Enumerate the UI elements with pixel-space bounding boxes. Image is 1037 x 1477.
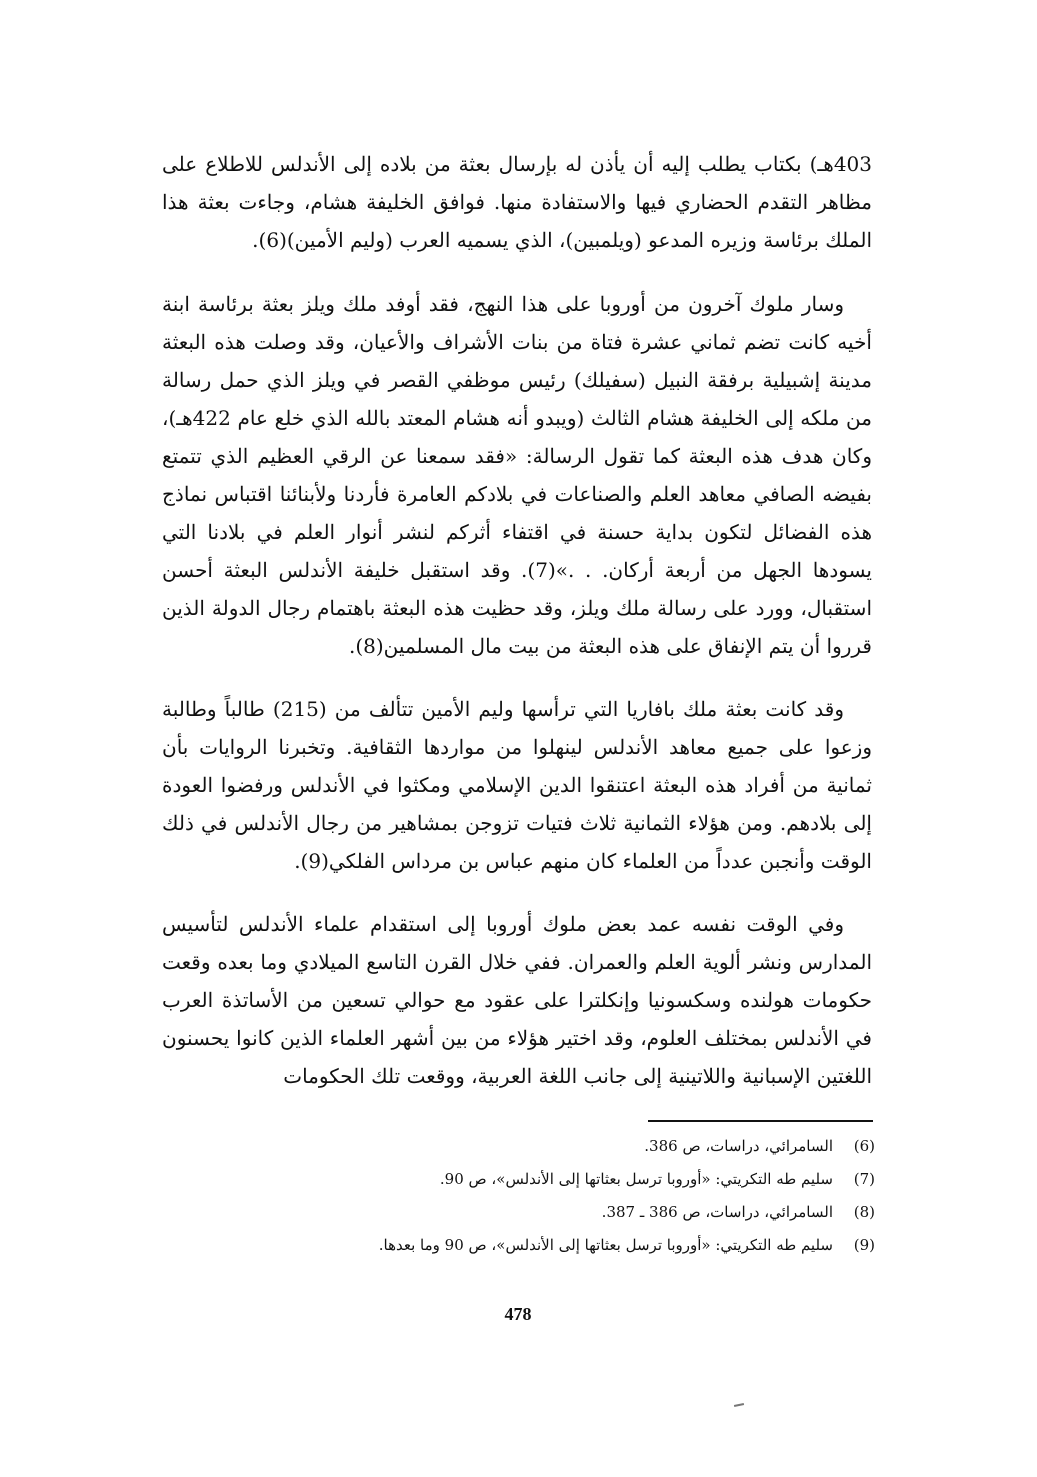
footnote-number: (8): [853, 1203, 875, 1221]
page-number: 478: [504, 1304, 532, 1324]
paragraph-2: وسار ملوك آخرون من أوروبا على هذا النهج، فقد أوفد ملك ويلز بعثة برئاسة ابنة أخيه كانت تضم ثماني عشرة فتاة من بنات الأشراف والأعيان، وقد وصلت هذه البعثة مدينة إشبيلية برفقة النبيل (سفيلك) رئيس موظفي القصر في ويلز الذي حمل رسالة من ملكه إلى الخليفة هشام الثالث (ويبدو أنه هشام المعتد بالله الذي خلع عام 422هـ)، وكان هدف هذه البعثة كما تقول الرسالة: «فقد سمعنا عن الرقي العظيم الذي تتمتع بفيضه الصافي معاهد العلم والصناعات في بلادكم العامرة فأردنا ولأبنائنا اقتباس نماذج هذه الفضائل لتكون بداية حسنة في اقتفاء أثركم لنشر أنوار العلم في بلادنا التي يسودها الجهل من أربعة أركان. . .»(7). وقد استقبل خليفة الأندلس البعثة أحسن استقبال، وورد على رسالة ملك ويلز، وقد حظيت هذه البعثة باهتمام رجال الدولة الذين قرروا أن يتم الإنفاق على هذه البعثة من بيت مال المسلمين(8).: [162, 292, 872, 658]
footnote-8: [300, 1196, 875, 1229]
footnote-6: [300, 1130, 875, 1163]
footnote-text: السامرائي، دراسات، ص 386 ـ 387.: [601, 1203, 833, 1221]
footnote-text: السامرائي، دراسات، ص 386.: [644, 1137, 833, 1155]
scan-speck: [734, 1403, 744, 1407]
footnote-number: (6): [853, 1137, 875, 1155]
footnote-text: سليم طه التكريتي: «أوروبا ترسل بعثاتها إلى الأندلس»، ص 90 وما بعدها.: [378, 1236, 833, 1254]
footnote-text: سليم طه التكريتي: «أوروبا ترسل بعثاتها إلى الأندلس»، ص 90.: [439, 1170, 833, 1188]
footnote-number: (7): [853, 1170, 875, 1188]
footnote-9: [300, 1229, 875, 1262]
footnote-7: [300, 1163, 875, 1196]
footnote-separator: [648, 1120, 873, 1122]
paragraph-4: وفي الوقت نفسه عمد بعض ملوك أوروبا إلى استقدام علماء الأندلس لتأسيس المدارس ونشر ألوية العلم والعمران. ففي خلال القرن التاسع الميلادي وما بعده وقعت حكومات هولنده وسكسونيا وإنكلترا على عقود مع حوالي تسعين من الأساتذة العرب في الأندلس بمختلف العلوم، وقد اختير هؤلاء من بين أشهر العلماء الذين كانوا يحسنون اللغتين الإسبانية واللاتينية إلى جانب اللغة العربية، ووقعت تلك الحكومات: [162, 912, 872, 1088]
paragraph-3: وقد كانت بعثة ملك بافاريا التي ترأسها وليم الأمين تتألف من (215) طالباً وطالبة وزعوا على جميع معاهد الأندلس لينهلوا من مواردها الثقافية. وتخبرنا الروايات بأن ثمانية من أفراد هذه البعثة اعتنقوا الدين الإسلامي ومكثوا في الأندلس ورفضوا العودة إلى بلادهم. ومن هؤلاء الثمانية ثلاث فتيات تزوجن بمشاهير من رجال الأندلس في ذلك الوقت وأنجبن عدداً من العلماء كان منهم عباس بن مرداس الفلكي(9).: [162, 697, 872, 873]
footnote-number: (9): [853, 1236, 875, 1254]
paragraph-1: 403هـ) بكتاب يطلب إليه أن يأذن له بإرسال بعثة من بلاده إلى الأندلس للاطلاع على مظاهر التقدم الحضاري فيها والاستفادة منها. فوافق الخليفة هشام، وجاءت بعثة هذا الملك برئاسة وزيره المدعو (ويلمبين)، الذي يسميه العرب (وليم الأمين)(6).: [162, 152, 872, 252]
footnotes: [300, 1130, 875, 1262]
